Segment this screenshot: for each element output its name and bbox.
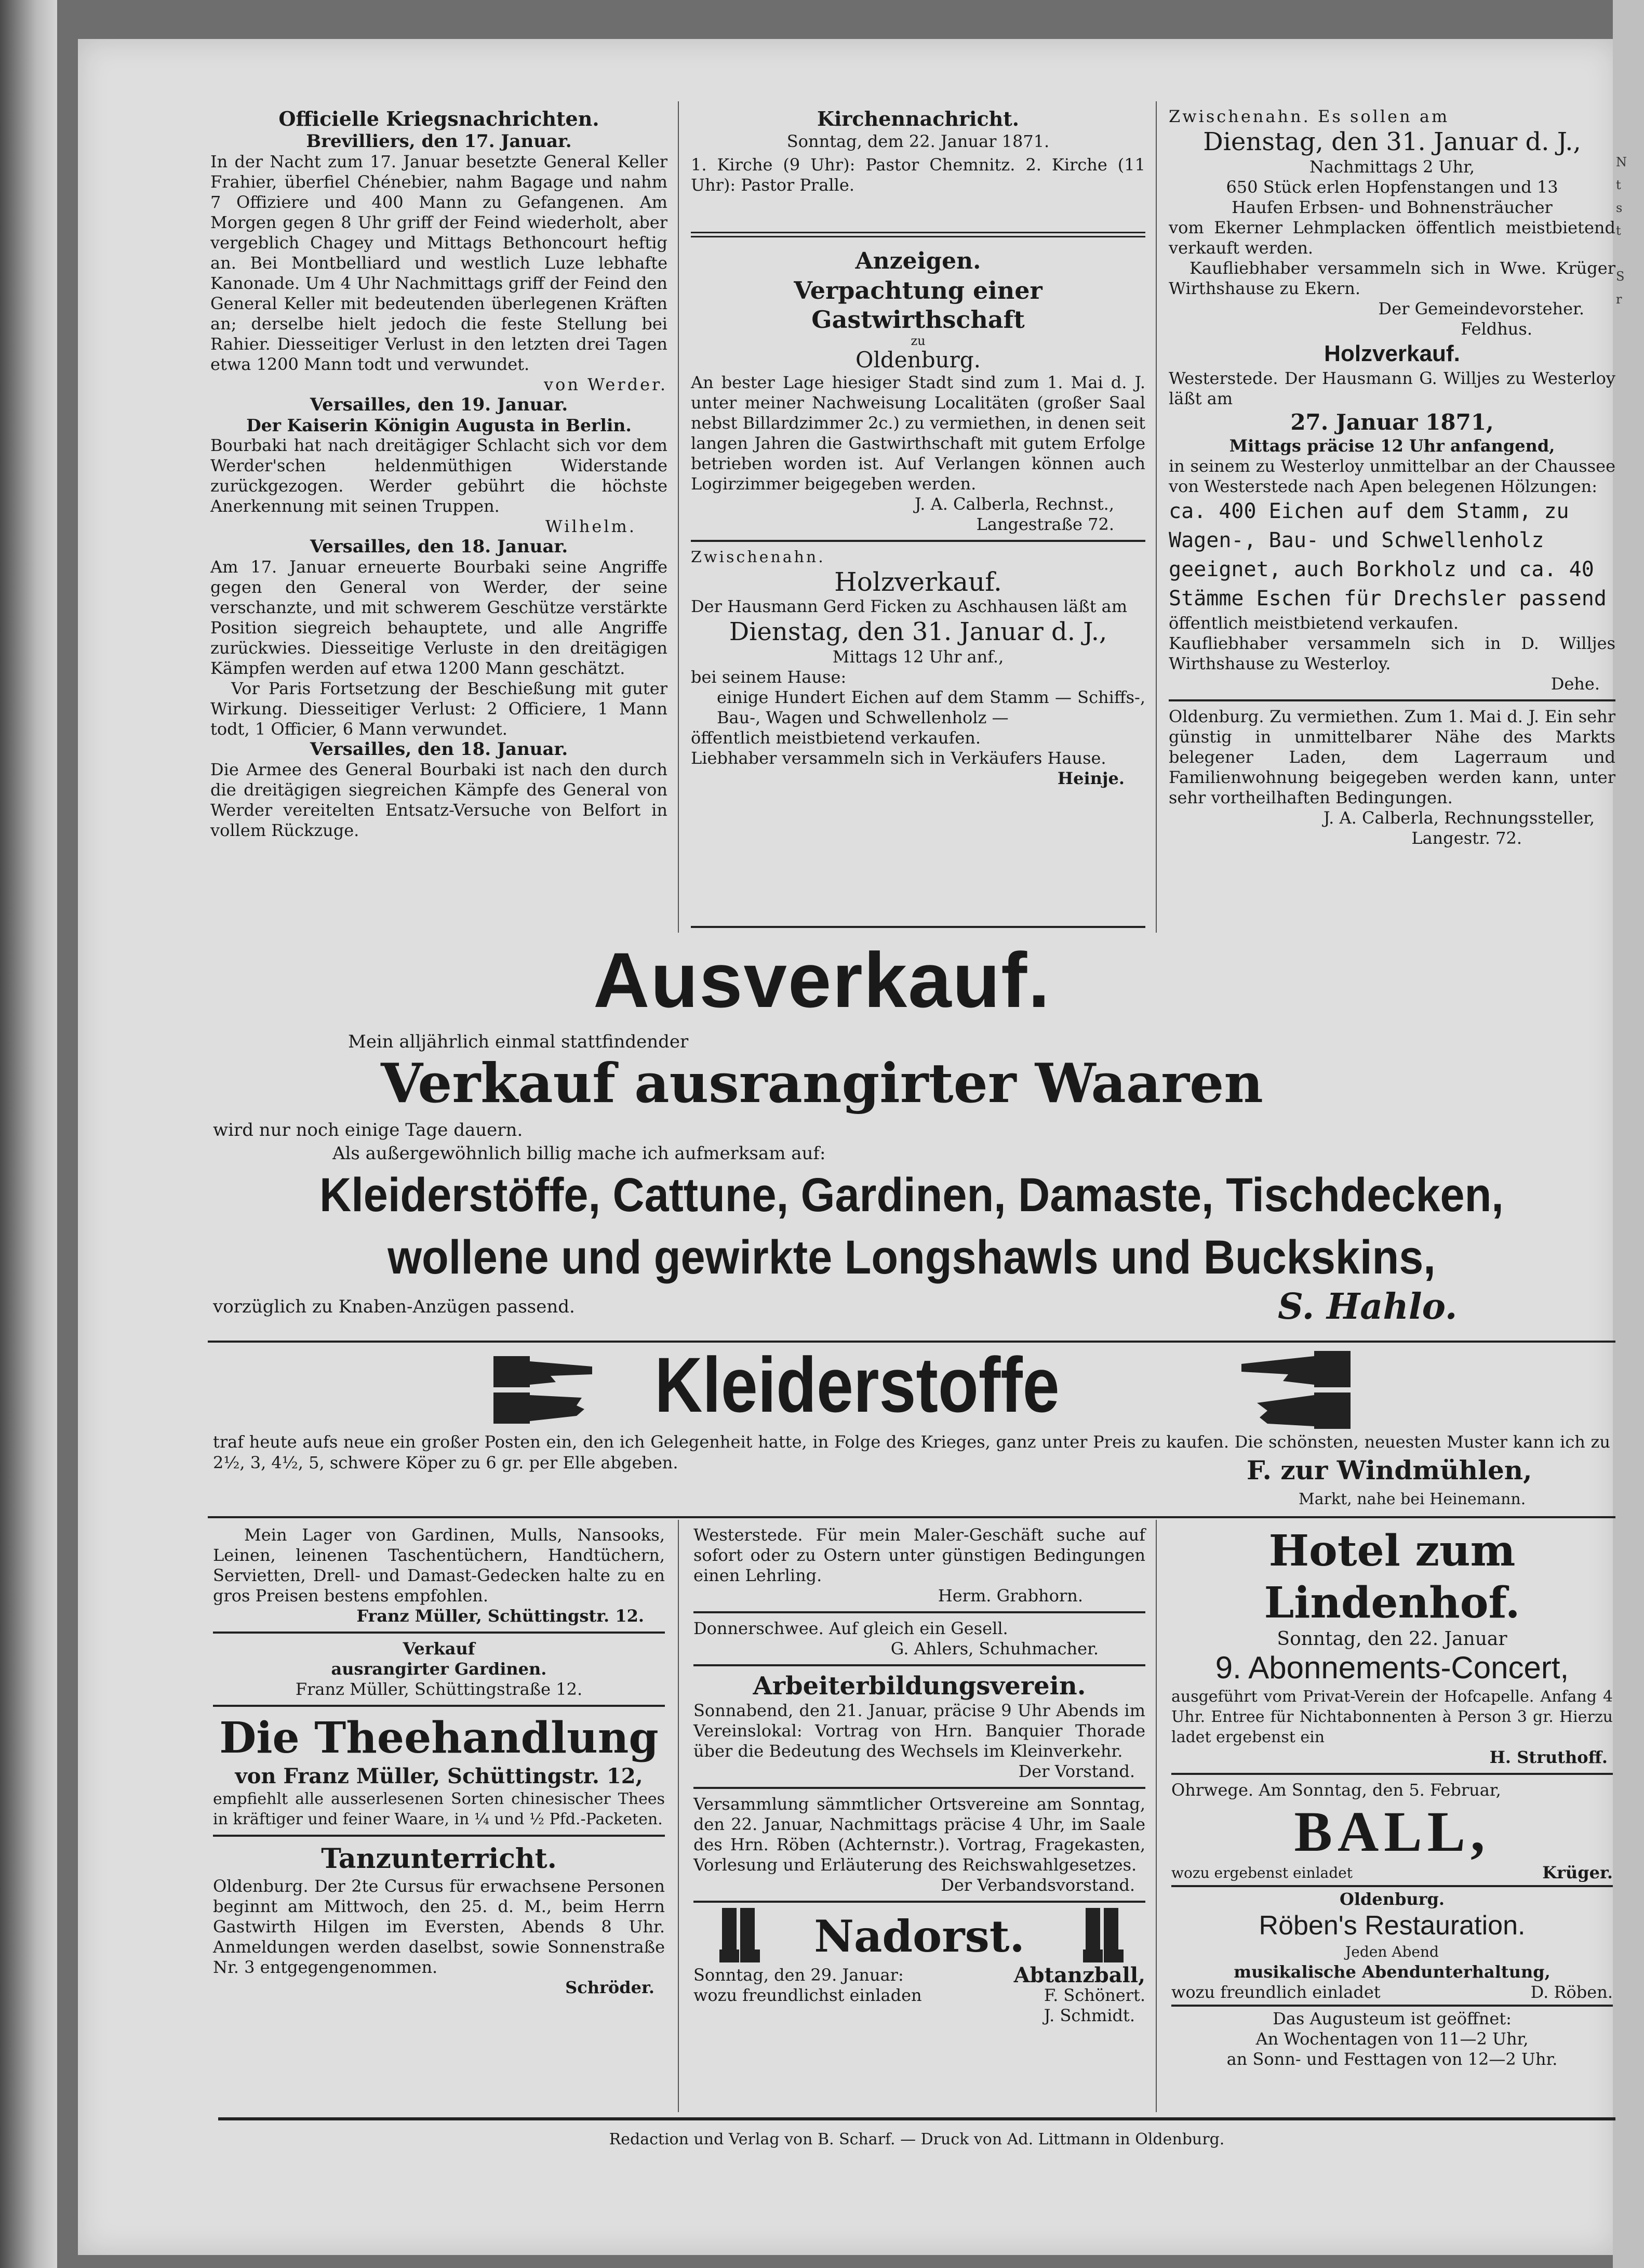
pointing-hand-right-icon — [493, 1351, 597, 1429]
holz3-text3: öffentlich meistbietend verkaufen. — [1169, 613, 1459, 633]
verpacht-sign1: J. A. Calberla, Rechnst., — [914, 494, 1114, 514]
ausverkauf-heading: Ausverkauf. — [593, 936, 1051, 1024]
zw-sign1: Der Gemeindevorsteher. — [1378, 299, 1584, 319]
zw-text: Zwischenahn. Es sollen am — [1169, 107, 1450, 126]
thee-text: empfiehlt alle ausserlesenen Sorten chinesischer Thees in kräftiger und feiner Waare, in ¼ und ½ Pfd.-Packeten. — [213, 1790, 665, 1828]
verpacht-zu: zu — [911, 334, 926, 348]
holz2-sign: Heinje. — [1057, 768, 1125, 788]
vers19-text: Bourbaki hat nach dreitägiger Schlacht sich vor dem Werder'schen heldenmüthigen Widerstande zurückgezogen. Werder gebührt die höchste Anerkennung mit seinen Truppen. — [210, 435, 667, 516]
anzeigen-title: Anzeigen. — [855, 248, 981, 274]
roeben-title: Röben's Restauration. — [1259, 1911, 1526, 1941]
hotel-date: Sonntag, den 22. Januar — [1277, 1628, 1507, 1650]
aug-1: An Wochentagen von 11—2 Uhr, — [1255, 2029, 1529, 2049]
divider — [1171, 1773, 1613, 1775]
maler-sign: Herm. Grabhorn. — [938, 1586, 1083, 1606]
kleider-sign: F. zur Windmühlen, — [1247, 1455, 1532, 1486]
divider — [1171, 1885, 1613, 1887]
column-1 — [210, 107, 667, 841]
divider — [693, 1787, 1145, 1789]
roeben-city: Oldenburg. — [1339, 1889, 1445, 1909]
vers18b-text: Die Armee des General Bourbaki ist nach den durch die dreitägigen siegreichen Kämpfe des General von Werder vereitelten Entsatz-Versuche von Belfort in vollem Rückzuge. — [210, 760, 667, 840]
kirchen-title: Kirchennachricht. — [817, 107, 1020, 130]
footer-rule — [218, 2117, 1615, 2120]
boots-icon — [1083, 1908, 1125, 1965]
hotel-title: Hotel zum Lindenhof. — [1264, 1526, 1520, 1628]
aug-2: an Sonn- und Festtagen von 12—2 Uhr. — [1226, 2049, 1558, 2069]
banner-line2: wollene und gewirkte Longshawls und Buckskins, — [387, 1231, 1436, 1284]
vers-sign: Der Verbandsvorstand. — [941, 1875, 1135, 1895]
ball-text: Ohrwege. Am Sonntag, den 5. Februar, — [1171, 1780, 1501, 1800]
divider — [693, 1611, 1145, 1613]
divider — [1171, 2005, 1613, 2007]
gesell-sign: G. Ahlers, Schuhmacher. — [890, 1639, 1099, 1659]
banner-sign: S. Hahlo. — [1278, 1286, 1458, 1328]
banner-dauern: wird nur noch einige Tage dauern. — [213, 1120, 523, 1140]
bottom-column-3 — [1171, 1525, 1613, 2070]
divider — [213, 1632, 665, 1634]
bottom-section-rule — [208, 1516, 1615, 1518]
lager-text: Mein Lager von Gardinen, Mulls, Nansooks, Leinen, leinenen Taschentüchern, Handtüchern, Servietten, Drell- und Damast-Gedecken halte zu en gros Preisen bestens empfohlen. — [213, 1525, 665, 1606]
hotel-sign: H. Struthoff. — [1489, 1747, 1608, 1767]
brev-sign: von Werder. — [543, 375, 667, 394]
holz2-place: Zwischenahn. — [691, 548, 825, 566]
zw-time: Nachmittags 2 Uhr, — [1309, 157, 1475, 177]
holz2-text3: öffentlich meistbietend verkaufen. — [691, 728, 981, 748]
aug-text: Das Augusteum ist geöffnet: — [1273, 2009, 1512, 2028]
column-rule-2 — [1156, 101, 1157, 933]
vers18a-text2: Vor Paris Fortsetzung der Beschießung mit guter Wirkung. Diesseitiger Verlust: 2 Officiere, 1 Mann todt, 1 Officier, 6 Mann verwundet. — [210, 679, 667, 739]
nadorst-sign1: F. Schönert. — [1044, 1985, 1145, 2005]
kriegs-title: Officielle Kriegsnachrichten. — [278, 107, 599, 130]
divider — [1169, 699, 1615, 701]
holz3-items: ca. 400 Eichen auf dem Stamm, zu Wagen-, Bau- und Schwellenholz geeignet, auch Borkholz und ca. 40 Stämme Eschen für Drechsler passend — [1169, 499, 1607, 611]
vers18a-head: Versailles, den 18. Januar. — [310, 536, 568, 557]
roeben-text2: musikalische Abendunterhaltung, — [1234, 1962, 1551, 1982]
kleider-text: traf heute aufs neue ein großer Posten ein, den ich Gelegenheit hatte, in Folge des Krieges, ganz unter Preis zu kaufen. Die schönsten, neuesten Muster kann ich zu 2½, 3, 4½, 5, schwere Köper zu 6 gr. per Elle abgeben. — [213, 1432, 1610, 1473]
kirchen-date: Sonntag, dem 22. Januar 1871. — [786, 131, 1050, 151]
left-margin-shadow — [0, 0, 57, 2268]
abv-text: Sonnabend, den 21. Januar, präcise 9 Uhr Abends im Vereinslokal: Vortrag von Hrn. Banquier Thorade über die Bedeutung des Wechsels im Kleinverkehr. — [693, 1701, 1145, 1761]
bottom-column-1 — [213, 1525, 665, 1998]
kirchen-text: 1. Kirche (9 Uhr): Pastor Chemnitz. 2. Kirche (11 Uhr): Pastor Pralle. — [691, 155, 1145, 195]
ball-text2: wozu ergebenst einladet — [1171, 1864, 1353, 1881]
holz3-text1: Westerstede. Der Hausmann G. Willjes zu Westerloy läßt am — [1169, 368, 1615, 408]
holz3-sign: Dehe. — [1551, 674, 1600, 694]
column-rule-1 — [678, 101, 679, 933]
column-rule-b2 — [1156, 1520, 1157, 2112]
section-rule — [691, 232, 1145, 237]
banner-intro: Mein alljährlich einmal stattfindender — [348, 1031, 689, 1052]
ball-sign: Krüger. — [1542, 1863, 1613, 1882]
verm-sign2: Langestr. 72. — [1411, 828, 1522, 848]
brev-text: In der Nacht zum 17. Januar besetzte General Keller Frahier, überfiel Chénebier, nahm Bagage und nahm 7 Offiziere und 400 Mann zu Gefangenen. Am Morgen gegen 8 Uhr griff der Feind wiederholt, aber vergeblich Chagey und Mittags Bethoncourt heftig an. Bei Montbelliard und westlich Luze lebhafte Kanonade. Um 4 Uhr Nachmittags griff der Feind den General Keller mit bedeutenden überlegenen Kräften an; derselbe hielt jedoch die feste Stellung bei Rahier. Diesseitiger Verlust in den letzten drei Tagen etwa 1200 Mann todt und verwundet. — [210, 152, 667, 374]
holz3-date: 27. Januar 1871, — [1290, 409, 1494, 435]
vers18b-head: Versailles, den 18. Januar. — [310, 739, 568, 760]
roeben-text1: Jeden Abend — [1345, 1943, 1439, 1960]
roeben-sign: D. Röben. — [1530, 1982, 1613, 2002]
lager-sign: Franz Müller, Schüttingstr. 12. — [356, 1606, 644, 1626]
verk-sign: Franz Müller, Schüttingstraße 12. — [295, 1679, 583, 1699]
column-3 — [1169, 107, 1615, 848]
banner-top-rule — [691, 926, 1145, 928]
brev-head: Brevilliers, den 17. Januar. — [306, 131, 572, 152]
vers19-sign: Wilhelm. — [545, 516, 636, 536]
divider — [693, 1901, 1145, 1903]
roeben-text3: wozu freundlich einladet — [1171, 1982, 1381, 2002]
holz2-items: einige Hundert Eichen auf dem Stamm — Schiffs-, Bau-, Wagen und Schwellenholz — — [717, 687, 1145, 727]
holz2-text2: bei seinem Hause: — [691, 667, 847, 687]
holz3-text2: in seinem zu Westerloy unmittelbar an der Chaussee von Westerstede nach Apen belegenen Hölzungen: — [1169, 456, 1615, 496]
holz3-text4: Kaufliebhaber versammeln sich in D. Willjes Wirthshause zu Westerloy. — [1169, 633, 1615, 673]
kleider-addr: Markt, nahe bei Heinemann. — [1299, 1490, 1526, 1508]
vers19-head: Versailles, den 19. Januar. — [310, 394, 568, 415]
kleider-heading: Kleiderstoffe — [654, 1341, 1060, 1428]
holz3-title: Holzverkauf. — [1324, 341, 1460, 366]
verpacht-text: An bester Lage hiesiger Stadt sind zum 1. Mai d. J. unter meiner Nachweisung Localitäten (großer Saal nebst Billardzimmer 2c.) zu vermiethen, in denen seit langen Jahren die Gastwirthschaft mit gutem Erfolge betrieben worden ist. Auf Verlangen können auch Logirzimmer beigegeben werden. — [691, 373, 1145, 494]
divider — [691, 540, 1145, 542]
ball-title: BALL, — [1294, 1800, 1490, 1863]
hotel-text: ausgeführt vom Privat-Verein der Hofcapelle. Anfang 4 Uhr. Entree für Nichtabonnenten à Person 3 gr. Hierzu ladet ergebenst ein — [1171, 1688, 1613, 1746]
holz2-time: Mittags 12 Uhr anf., — [832, 647, 1004, 667]
verpacht-city: Oldenburg. — [856, 347, 981, 373]
verm-text: Oldenburg. Zu vermiethen. Zum 1. Mai d. J. Ein sehr günstig in unmittelbarer Nähe des Markts belegener Laden, dem Lagerraum und Familienwohnung beigegeben werden kann, unter sehr vortheilhaften Bedingungen. — [1169, 707, 1615, 807]
divider — [693, 1664, 1145, 1666]
holz3-time: Mittags präcise 12 Uhr anfangend, — [1229, 436, 1555, 456]
zw-date: Dienstag, den 31. Januar d. J., — [1203, 127, 1581, 156]
thee-sub: von Franz Müller, Schüttingstr. 12, — [235, 1764, 643, 1788]
vers19-sub: Der Kaiserin Königin Augusta in Berlin. — [246, 415, 632, 435]
holz2-date: Dienstag, den 31. Januar d. J., — [729, 617, 1107, 646]
maler-text: Westerstede. Für mein Maler-Geschäft suche auf sofort oder zu Ostern unter günstigen Bedingungen einen Lehrling. — [693, 1525, 1145, 1585]
nadorst-text: Sonntag, den 29. Januar: — [693, 1965, 904, 1985]
footer-imprint: Redaction und Verlag von B. Scharf. — Druck von Ad. Littmann in Oldenburg. — [609, 2130, 1225, 2148]
nadorst-sign2: J. Schmidt. — [1044, 2006, 1135, 2025]
zw-sign2: Feldhus. — [1461, 319, 1532, 339]
zw-text2: vom Ekerner Lehmplacken öffentlich meistbietend verkauft werden. — [1169, 218, 1615, 258]
right-page-edge: N t s t S r — [1613, 0, 1644, 2268]
verk-head1: Verkauf — [403, 1639, 475, 1659]
divider — [213, 1835, 665, 1837]
banner-aufmerksam: Als außergewöhnlich billig mache ich aufmerksam auf: — [332, 1143, 826, 1164]
zw-items: 650 Stück erlen Hopfenstangen und 13 Haufen Erbsen- und Bohnensträucher — [1226, 177, 1558, 217]
abv-title: Arbeiterbildungsverein. — [753, 1672, 1086, 1701]
nadorst-ball: Abtanzball, — [1013, 1963, 1145, 1987]
vers-text: Versammlung sämmtlicher Ortsvereine am Sonntag, den 22. Januar, Nachmittags präcise 4 Uhr, im Saale des Hrn. Röben (Achternstr.). Vortrag, Fragekasten, Vorlesung und Erläuterung des Reichswahlgesetzes. — [693, 1794, 1145, 1875]
holz2-text1: Der Hausmann Gerd Ficken zu Aschhausen läßt am — [691, 596, 1128, 616]
bottom-column-2 — [693, 1525, 1145, 2026]
column-rule-b1 — [678, 1520, 679, 2112]
banner-knaben: vorzüglich zu Knaben-Anzügen passend. — [213, 1296, 575, 1317]
tanz-title: Tanzunterricht. — [321, 1843, 557, 1875]
nadorst-header — [693, 1908, 1145, 1965]
divider — [213, 1705, 665, 1707]
pointing-hand-left-icon — [1236, 1346, 1351, 1434]
zw-text3: Kaufliebhaber versammeln sich in Wwe. Krüger Wirthshause zu Ekern. — [1169, 258, 1615, 298]
tanz-text: Oldenburg. Der 2te Cursus für erwachsene Personen beginnt am Mittwoch, den 25. d. M., beim Herrn Gastwirth Hilgen im Eversten, Abends 8 Uhr. Anmeldungen werden daselbst, sowie Sonnenstraße Nr. 3 entgegengenommen. — [213, 1876, 665, 1977]
gesell-text: Donnerschwee. Auf gleich ein Gesell. — [693, 1619, 1008, 1638]
tanz-sign: Schröder. — [565, 1978, 654, 1997]
holz2-text4: Liebhaber versammeln sich in Verkäufers Hause. — [691, 748, 1106, 768]
thee-title: Die Theehandlung — [219, 1713, 659, 1763]
nadorst-title: Nadorst. — [814, 1911, 1025, 1962]
vers18a-text: Am 17. Januar erneuerte Bourbaki seine Angriffe gegen den General von Werder, der seine verschanzte, und mit schwerem Geschütze verstärkte Position siegreich behauptete, und alle Angriffe zurückwies. Diesseitige Verluste in den dreitägigen Kämpfen werden auf etwa 1200 Mann geschätzt. — [210, 557, 667, 678]
hotel-concert: 9. Abonnements-Concert, — [1215, 1650, 1569, 1685]
holz2-title: Holzverkauf. — [834, 567, 1002, 597]
banner-line1: Kleiderstöffe, Cattune, Gardinen, Damaste, Tischdecken, — [319, 1169, 1504, 1222]
verm-sign1: J. A. Calberla, Rechnungssteller, — [1323, 808, 1595, 828]
verkauf-heading: Verkauf ausrangirter Waaren — [381, 1051, 1263, 1115]
verk-head2: ausrangirter Gardinen. — [331, 1659, 547, 1679]
verpacht-sign2: Langestraße 72. — [976, 514, 1114, 534]
verpacht-title: Verpachtung einer Gastwirthschaft — [794, 276, 1042, 334]
nadorst-text2: wozu freundlichst einladen — [693, 1985, 922, 2005]
abv-sign: Der Vorstand. — [1018, 1761, 1135, 1781]
column-2 — [691, 107, 1145, 789]
